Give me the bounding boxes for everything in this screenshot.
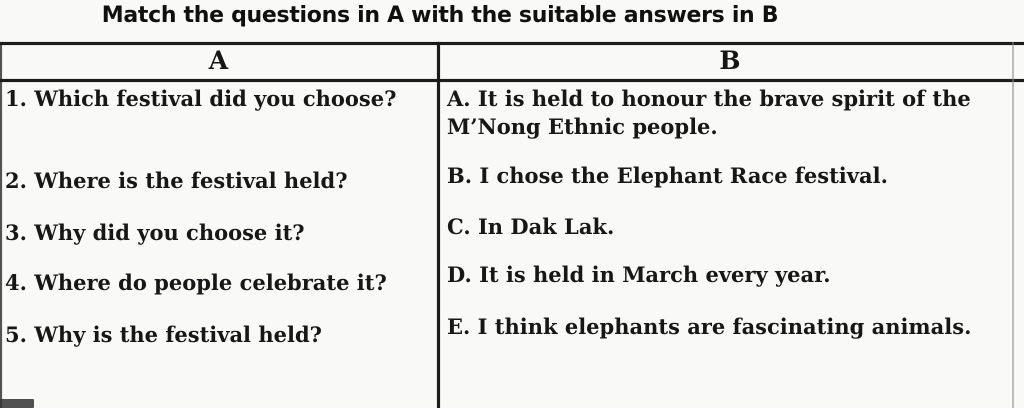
table-left-border <box>0 42 2 408</box>
question-item-3: 3. Why did you choose it? <box>5 220 305 245</box>
scan-artifact <box>0 399 34 408</box>
table-top-border <box>0 42 1024 45</box>
question-item-2: 2. Where is the festival held? <box>5 168 348 193</box>
answer-item-e: E. I think elephants are fascinating animals. <box>447 314 972 339</box>
header-row-border <box>0 79 1024 82</box>
column-divider <box>437 42 440 408</box>
question-item-4: 4. Where do people celebrate it? <box>5 270 387 295</box>
question-item-5: 5. Why is the festival held? <box>5 322 322 347</box>
question-item-1: 1. Which festival did you choose? <box>5 86 397 111</box>
answer-item-d: D. It is held in March every year. <box>447 262 831 287</box>
answer-item-a: A. It is held to honour the brave spirit of the M’Nong Ethnic people. <box>447 86 971 139</box>
answer-item-b: B. I chose the Elephant Race festival. <box>447 163 888 188</box>
column-header-a: A <box>208 46 229 75</box>
answer-item-c: C. In Dak Lak. <box>447 214 615 239</box>
column-header-b: B <box>719 46 741 75</box>
exercise-title: Match the questions in A with the suitable answers in B <box>101 3 779 28</box>
